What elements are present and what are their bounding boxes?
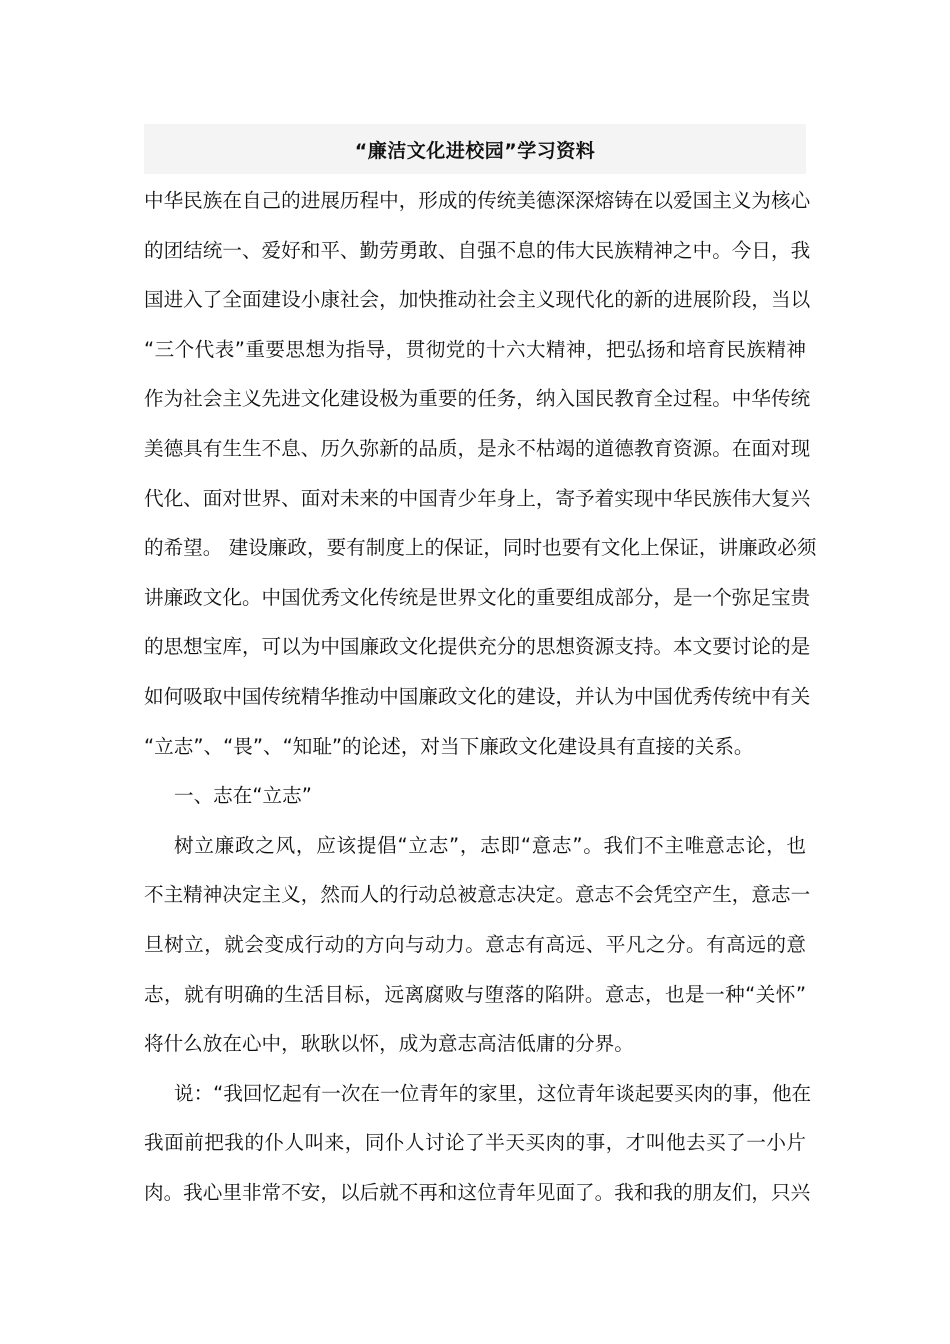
- body-line: 的思想宝库，可以为中国廉政文化提供充分的思想资源支持。本文要讨论的是: [144, 635, 811, 659]
- body-line: 美德具有生生不息、历久弥新的品质，是永不枯竭的道德教育资源。在面对现: [144, 436, 811, 460]
- body-line: 中华民族在自己的进展历程中，形成的传统美德深深熔铸在以爱国主义为核心: [144, 189, 811, 212]
- body-line: 不主精神决定主义，然而人的行动总被意志决定。意志不会凭空产生，意志一: [144, 883, 811, 907]
- body-line: 的团结统一、爱好和平、勤劳勇敢、自强不息的伟大民族精神之中。今日，我: [144, 238, 811, 262]
- body-line: “立志”、“畏”、“知耻”的论述，对当下廉政文化建设具有直接的关系。: [144, 734, 754, 758]
- body-line: 国进入了全面建设小康社会，加快推动社会主义现代化的新的进展阶段，当以: [144, 288, 811, 312]
- document-body: [144, 176, 817, 1217]
- body-line: 我面前把我的仆人叫来，同仆人讨论了半天买肉的事，才叫他去买了一小片: [144, 1131, 806, 1155]
- body-line: 将什么放在心中，耿耿以怀，成为意志高洁低庸的分界。: [144, 1032, 634, 1056]
- section-heading: 一、志在“立志”: [174, 784, 312, 808]
- body-line: 志，就有明确的生活目标，远离腐败与堕落的陷阱。意志，也是一种“关怀”: [144, 982, 806, 1006]
- body-line: 树立廉政之风，应该提倡“立志”，志即“意志”。我们不主唯意志论，也: [174, 833, 806, 857]
- body-line: “三个代表”重要思想为指导，贯彻党的十六大精神，把弘扬和培育民族精神: [144, 337, 806, 361]
- body-line: 作为社会主义先进文化建设极为重要的任务，纳入国民教育全过程。中华传统: [144, 387, 811, 411]
- document-title: “廉洁文化进校园”学习资料: [354, 139, 596, 162]
- title-bar: [144, 124, 806, 174]
- body-line: 讲廉政文化。中国优秀文化传统是世界文化的重要组成部分，是一个弥足宝贵: [144, 585, 811, 609]
- body-line: 的希望。 建设廉政，要有制度上的保证，同时也要有文化上保证，讲廉政必须: [144, 536, 817, 560]
- body-line: 如何吸取中国传统精华推动中国廉政文化的建设，并认为中国优秀传统中有关: [144, 684, 811, 708]
- body-line: 肉。我心里非常不安，以后就不再和这位青年见面了。我和我的朋友们，只兴: [144, 1180, 811, 1204]
- body-line: 代化、面对世界、面对未来的中国青少年身上，寄予着实现中华民族伟大复兴: [144, 486, 811, 510]
- body-line: 说：“我回忆起有一次在一位青年的家里，这位青年谈起要买肉的事，他在: [174, 1081, 812, 1105]
- body-line: 旦树立，就会变成行动的方向与动力。意志有高远、平凡之分。有高远的意: [144, 932, 806, 956]
